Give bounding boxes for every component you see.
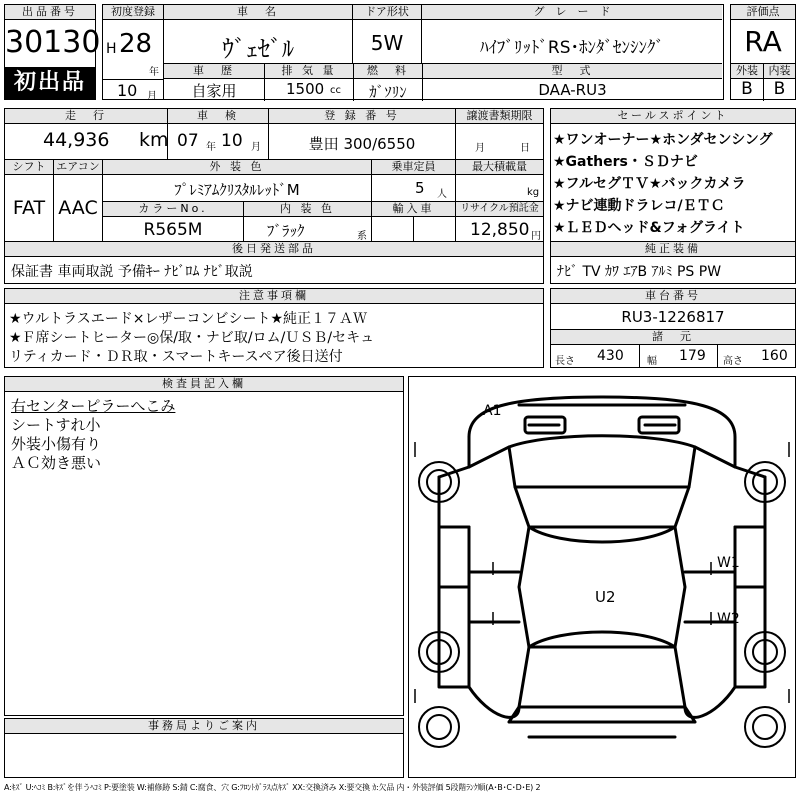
first-reg-month: 10 [117, 81, 138, 100]
notes-line-2: ★Ｆ席シートヒーター◎保/取・ナビ取/ロム/ＵＳＢ/セキュ [9, 330, 375, 346]
first-reg-year: 28 [119, 29, 153, 59]
width: 179 [679, 348, 706, 364]
shift: FAT [12, 197, 46, 219]
width-label: 幅 [647, 356, 657, 367]
inspector-line-4: ＡＣ効き悪い [11, 454, 102, 472]
notes-label: 注意事項欄 [5, 289, 543, 304]
insp-year-unit: 年 [206, 142, 216, 153]
car-name-label: 車 名 [164, 5, 352, 20]
history-label: 車 歴 [164, 64, 264, 79]
sales-points-label: セールスポイント [551, 109, 795, 124]
first-reg-label: 初度登録 [103, 5, 163, 20]
door-label: ドア形状 [353, 5, 421, 20]
car-outline-diagram [409, 377, 795, 777]
mark-w2: W2 [717, 611, 740, 627]
ac: AAC [58, 197, 98, 219]
sales-point-1: ★ワンオーナー★ホンダセンシング [553, 132, 773, 148]
model: DAA-RU3 [538, 81, 607, 99]
ac-label: エアコン [54, 160, 102, 175]
lot-number-box [4, 4, 101, 100]
car-name: ｳﾞｪｾﾞﾙ [222, 35, 294, 63]
inspector-line-3: 外装小傷有り [11, 435, 102, 453]
mark-a1: A1 [483, 403, 502, 419]
notes-box [4, 288, 544, 368]
int-grade-label: 内装 [764, 64, 795, 79]
transfer-label: 譲渡書類期限 [456, 109, 543, 124]
sales-point-2: ★Gathers・ＳＤナビ [553, 154, 698, 170]
inspector-line-1: 右センターピラーへこみ [11, 397, 176, 415]
ext-grade-label: 外装 [731, 64, 763, 79]
grade: ﾊｲﾌﾞﾘｯﾄﾞRS･ﾎﾝﾀﾞｾﾝｼﾝｸﾞ [479, 38, 665, 58]
notes-line-3: リティカード・ＤＲ取・スマートキースペア後日送付 [9, 349, 343, 365]
load-label: 最大積載量 [456, 160, 543, 175]
chassis-label: 車台番号 [551, 289, 795, 304]
vehicle-info-grid [164, 4, 724, 100]
ext-color: ﾌﾟﾚﾐｱﾑｸﾘｽﾀﾙﾚｯﾄﾞM [174, 181, 300, 199]
mark-w1: W1 [717, 555, 740, 571]
history: 自家用 [191, 82, 237, 100]
era: H [106, 41, 117, 57]
length: 430 [597, 348, 624, 364]
transfer-day-unit: 日 [520, 143, 530, 154]
int-color-label: 内 装 色 [244, 202, 371, 217]
month-unit: 月 [147, 91, 157, 102]
chassis-box [550, 288, 796, 368]
capacity-unit: 人 [437, 189, 447, 200]
legend: A:ｷｽﾞ U:ﾍｺﾐ B:ｷｽﾞを伴うﾍｺﾐ P:要塗装 W:補修跡 S:錆 C:腐食、穴 G:ﾌﾛﾝﾄｶﾞﾗｽ点ｷｽﾞ XX:交換済み X:要交換 ｶ:欠品 内・外装評価 5段階ﾗﾝｸ順(A･B･C･D･E) 2 [4, 783, 541, 792]
recycle-label: リサイクル預託金 [456, 202, 543, 217]
fuel: ｶﾞｿﾘﾝ [369, 83, 407, 101]
recycle-unit: 円 [531, 231, 541, 242]
length-label: 長さ [555, 356, 575, 367]
displacement-label: 排 気 量 [265, 64, 353, 79]
inspector-label: 検査員記入欄 [5, 377, 403, 392]
inspector-box [4, 376, 404, 716]
year-unit: 年 [149, 67, 159, 78]
damage-diagram [408, 376, 796, 778]
mileage-label: 走 行 [5, 109, 167, 124]
inspector-line-2: シートすれ小 [11, 416, 101, 434]
later-parts-text: 保証書 車両取説 予備ｷｰ ﾅﾋﾞﾛﾑ ﾅﾋﾞ取説 [11, 264, 253, 280]
reg-label: 登 録 番 号 [269, 109, 455, 124]
model-label: 型 式 [423, 64, 722, 79]
office-box [4, 718, 404, 778]
transfer-month-unit: 月 [475, 143, 485, 154]
int-color-unit: 系 [357, 231, 367, 242]
recycle-fee: 12,850 [470, 220, 530, 240]
grade-label: グ レ ー ド [422, 5, 722, 20]
capacity: 5 [415, 179, 425, 197]
fuel-label: 燃 料 [354, 64, 422, 79]
insp-year: 07 [177, 131, 199, 151]
mileage: 44,936 [43, 129, 110, 151]
load-unit: kg [527, 187, 540, 198]
later-parts-box [4, 242, 544, 284]
equipment-label: 純正装備 [551, 242, 795, 257]
int-grade: B [773, 79, 786, 99]
sales-point-4: ★ナビ連動ドラレコ/ＥＴＣ [553, 198, 725, 214]
displacement: 1500 [286, 80, 325, 98]
mark-u2: U2 [595, 588, 616, 606]
equipment-text: ﾅﾋﾞ TV ｶﾜ ｴｱB ｱﾙﾐ PS PW [557, 264, 722, 280]
registration-number: 豊田 300/6550 [308, 135, 416, 153]
mileage-unit: km [139, 129, 169, 151]
height: 160 [761, 348, 788, 364]
ext-color-label: 外 装 色 [103, 160, 371, 175]
inspection-label: 車 検 [168, 109, 268, 124]
sales-point-5: ★ＬＥＤヘッド&フォグライト [553, 220, 745, 236]
later-parts-label: 後日発送部品 [5, 242, 543, 257]
score-label: 評価点 [731, 5, 795, 20]
door-type: 5W [370, 31, 404, 55]
capacity-label: 乗車定員 [372, 160, 455, 175]
equipment-box [550, 242, 796, 284]
displacement-unit: cc [330, 85, 341, 96]
spec-block [4, 108, 544, 242]
insp-month: 10 [221, 131, 243, 151]
shift-label: シフト [5, 160, 53, 175]
import-label: 輸入車 [372, 202, 455, 217]
ext-grade: B [741, 79, 753, 99]
lot-number: 30130 [5, 25, 101, 60]
score: RA [744, 25, 782, 58]
score-box [730, 4, 796, 100]
color-no-label: カラーNo. [103, 202, 243, 217]
color-no: R565M [143, 220, 203, 240]
lot-number-label: 出品番号 [5, 5, 95, 20]
chassis-number: RU3-1226817 [621, 308, 725, 326]
sales-points-box [550, 108, 796, 242]
insp-month-unit: 月 [251, 142, 261, 153]
first-listing-badge: 初出品 [5, 67, 95, 99]
int-color: ﾌﾞﾗｯｸ [267, 222, 305, 240]
sales-point-3: ★フルセグＴＶ★バックカメラ [553, 176, 746, 192]
first-registration-box [102, 4, 164, 100]
dimensions-label: 諸 元 [551, 330, 795, 345]
height-label: 高さ [723, 356, 743, 367]
office-label: 事務局よりご案内 [5, 719, 403, 734]
notes-line-1: ★ウルトラスエード×レザーコンビシート★純正１７ＡＷ [9, 311, 367, 327]
